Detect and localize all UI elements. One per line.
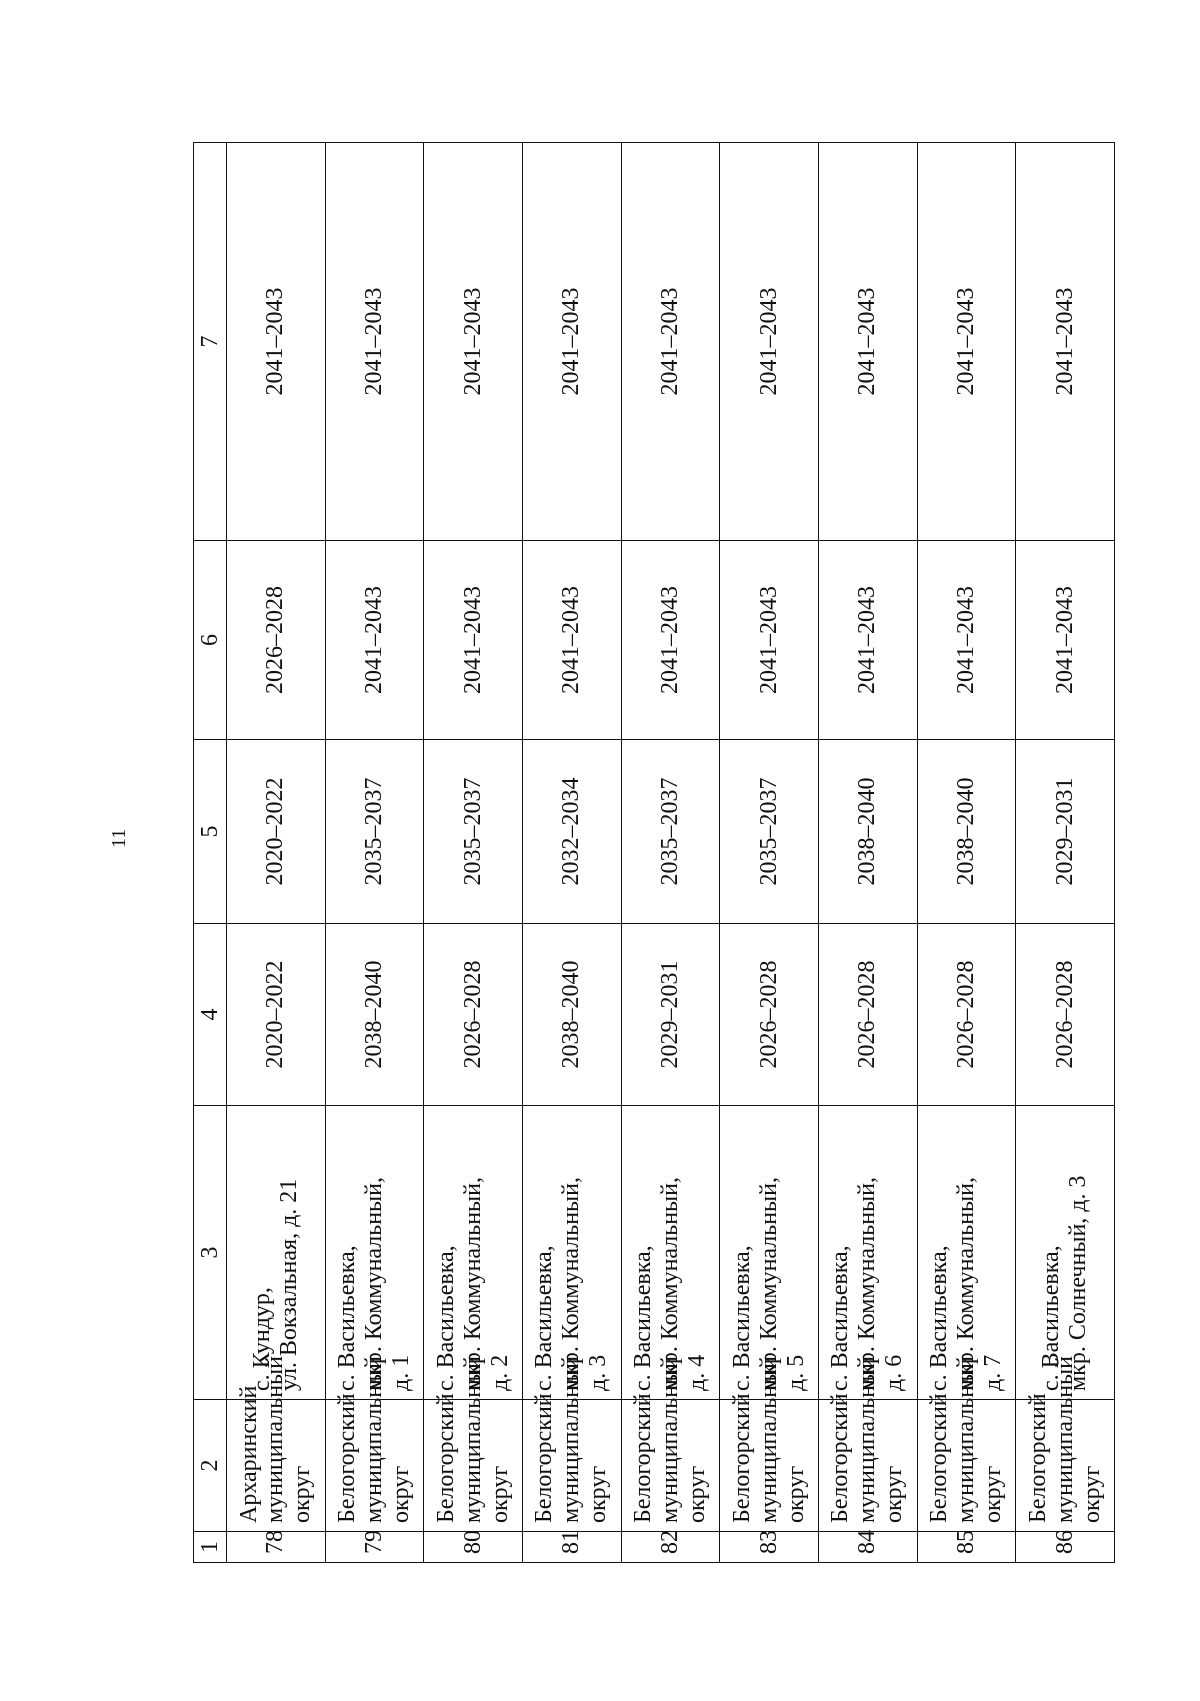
- period-cell-col4: 2026–2028: [424, 924, 523, 1106]
- address-line: д. 3: [585, 1354, 612, 1391]
- schedule-table: [193, 142, 1115, 1563]
- period-cell-col5: 2035–2037: [325, 740, 424, 924]
- address-line: мкр. Коммунальный,: [854, 1176, 881, 1391]
- period-cell-col5: 2038–2040: [917, 740, 1016, 924]
- address-line: с. Васильевка,: [1038, 1245, 1065, 1391]
- period-cell-col6: 2041–2043: [720, 541, 819, 740]
- table-body: [227, 143, 1115, 1563]
- address-line: мкр. Коммунальный,: [755, 1176, 782, 1391]
- period-cell-col7: 2041–2043: [522, 143, 621, 541]
- column-header-4: 4: [194, 924, 227, 1106]
- address-line: мкр. Коммунальный,: [558, 1176, 585, 1391]
- period-cell-col7: 2041–2043: [621, 143, 720, 541]
- period-cell-col5: 2035–2037: [720, 740, 819, 924]
- period-cell-col4: 2020–2022: [227, 924, 326, 1106]
- row-number: 86: [1016, 1532, 1115, 1563]
- period-cell-col7: 2041–2043: [424, 143, 523, 541]
- header-row: [194, 143, 227, 1563]
- period-cell-col5: 2032–2034: [522, 740, 621, 924]
- row-number: 79: [325, 1532, 424, 1563]
- address-cell: [818, 1106, 917, 1400]
- period-cell-col5: 2020–2022: [227, 740, 326, 924]
- district-cell: Белогорский муниципальный округ: [917, 1400, 1016, 1532]
- address-line: д. 2: [486, 1354, 513, 1391]
- period-cell-col6: 2041–2043: [917, 541, 1016, 740]
- rotated-table-container: [193, 143, 1115, 1563]
- period-cell-col6: 2041–2043: [1016, 541, 1115, 740]
- period-cell-col4: 2038–2040: [522, 924, 621, 1106]
- period-cell-col5: 2035–2037: [621, 740, 720, 924]
- district-cell: Белогорский муниципальный округ: [424, 1400, 523, 1532]
- district-cell: Белогорский муниципальный округ: [325, 1400, 424, 1532]
- address-line: с. Васильевка,: [827, 1245, 854, 1391]
- table-row: [818, 143, 917, 1563]
- column-header-7: 7: [194, 143, 227, 541]
- district-cell: Белогорский муниципальный округ: [1016, 1400, 1115, 1532]
- table-row: [1016, 143, 1115, 1563]
- address-line: с. Васильевка,: [432, 1245, 459, 1391]
- table-row: [424, 143, 523, 1563]
- page-number: 11: [108, 828, 130, 848]
- column-header-1: 1: [194, 1532, 227, 1563]
- column-header-2: 2: [194, 1400, 227, 1532]
- address-line: с. Васильевка,: [926, 1245, 953, 1391]
- address-line: мкр. Коммунальный,: [459, 1176, 486, 1391]
- address-line: д. 4: [683, 1354, 710, 1391]
- period-cell-col6: 2041–2043: [325, 541, 424, 740]
- district-cell: Белогорский муниципальный округ: [720, 1400, 819, 1532]
- column-header-3: 3: [194, 1106, 227, 1400]
- period-cell-col6: 2041–2043: [818, 541, 917, 740]
- address-line: с. Кундур,: [248, 1287, 275, 1391]
- period-cell-col6: 2041–2043: [522, 541, 621, 740]
- address-cell: [621, 1106, 720, 1400]
- address-line: мкр. Коммунальный,: [361, 1176, 388, 1391]
- row-number: 85: [917, 1532, 1016, 1563]
- period-cell-col6: 2041–2043: [621, 541, 720, 740]
- district-cell: Белогорский муниципальный округ: [522, 1400, 621, 1532]
- row-number: 84: [818, 1532, 917, 1563]
- address-line: с. Васильевка,: [334, 1245, 361, 1391]
- table-row: [522, 143, 621, 1563]
- row-number: 78: [227, 1532, 326, 1563]
- address-line: с. Васильевка,: [531, 1245, 558, 1391]
- table-row: [325, 143, 424, 1563]
- period-cell-col4: 2026–2028: [917, 924, 1016, 1106]
- table-row: [227, 143, 326, 1563]
- period-cell-col6: 2026–2028: [227, 541, 326, 740]
- address-line: ул. Вокзальная, д. 21: [275, 1178, 302, 1391]
- period-cell-col7: 2041–2043: [227, 143, 326, 541]
- address-cell: [917, 1106, 1016, 1400]
- address-cell: [522, 1106, 621, 1400]
- row-number: 81: [522, 1532, 621, 1563]
- table-row: [720, 143, 819, 1563]
- period-cell-col4: 2038–2040: [325, 924, 424, 1106]
- district-cell: Белогорский муниципальный округ: [621, 1400, 720, 1532]
- address-line: д. 5: [782, 1354, 809, 1391]
- period-cell-col4: 2029–2031: [621, 924, 720, 1106]
- address-cell: [720, 1106, 819, 1400]
- period-cell-col6: 2041–2043: [424, 541, 523, 740]
- address-line: д. 6: [881, 1354, 908, 1391]
- period-cell-col5: 2038–2040: [818, 740, 917, 924]
- row-number: 82: [621, 1532, 720, 1563]
- period-cell-col7: 2041–2043: [720, 143, 819, 541]
- period-cell-col4: 2026–2028: [1016, 924, 1115, 1106]
- address-line: д. 1: [387, 1354, 414, 1391]
- period-cell-col4: 2026–2028: [818, 924, 917, 1106]
- district-cell: Белогорский муниципальный округ: [818, 1400, 917, 1532]
- address-cell: [325, 1106, 424, 1400]
- address-line: мкр. Коммунальный,: [952, 1176, 979, 1391]
- period-cell-col7: 2041–2043: [1016, 143, 1115, 541]
- table-row: [621, 143, 720, 1563]
- period-cell-col7: 2041–2043: [325, 143, 424, 541]
- address-cell: [424, 1106, 523, 1400]
- address-line: с. Васильевка,: [630, 1245, 657, 1391]
- row-number: 80: [424, 1532, 523, 1563]
- address-cell: [1016, 1106, 1115, 1400]
- address-cell: [227, 1106, 326, 1400]
- address-line: мкр. Солнечный, д. 3: [1065, 1175, 1092, 1391]
- period-cell-col5: 2029–2031: [1016, 740, 1115, 924]
- period-cell-col5: 2035–2037: [424, 740, 523, 924]
- period-cell-col4: 2026–2028: [720, 924, 819, 1106]
- district-cell: Архаринский муниципальный округ: [227, 1400, 326, 1532]
- table-row: [917, 143, 1016, 1563]
- address-line: д. 7: [979, 1354, 1006, 1391]
- address-line: мкр. Коммунальный,: [657, 1176, 684, 1391]
- period-cell-col7: 2041–2043: [818, 143, 917, 541]
- period-cell-col7: 2041–2043: [917, 143, 1016, 541]
- column-header-5: 5: [194, 740, 227, 924]
- address-line: с. Васильевка,: [728, 1245, 755, 1391]
- row-number: 83: [720, 1532, 819, 1563]
- column-header-6: 6: [194, 541, 227, 740]
